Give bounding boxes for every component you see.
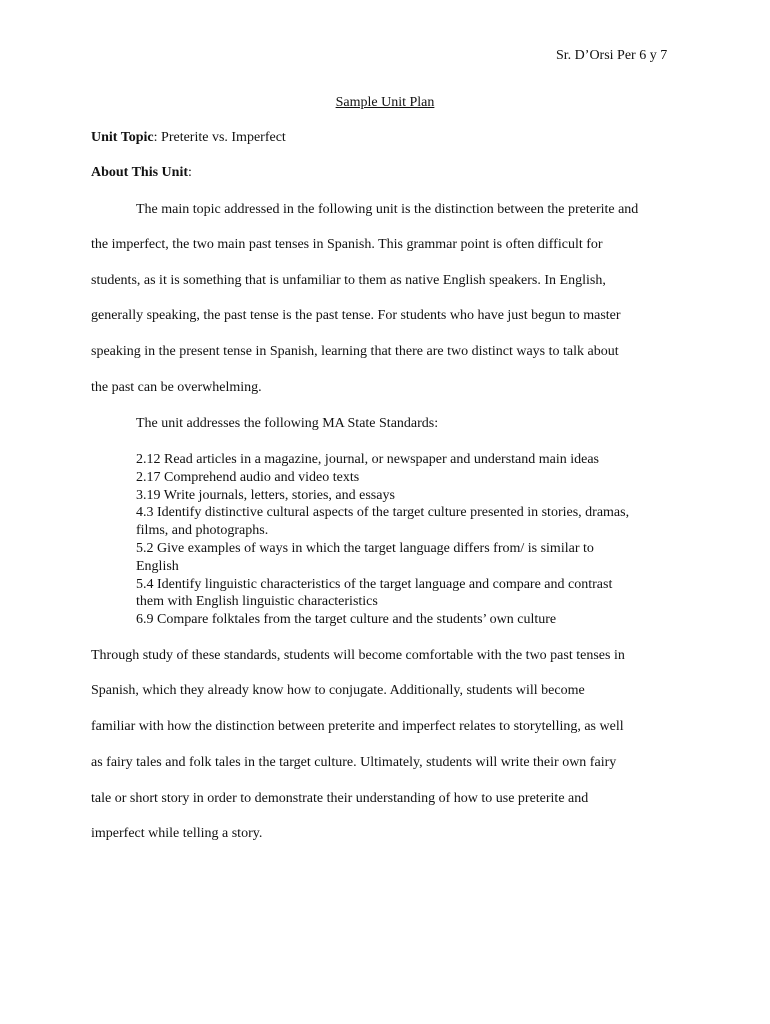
standard-item: 2.12 Read articles in a magazine, journal, or newspaper and understand main ideas: [136, 452, 600, 467]
standard-item: 5.4 Identify linguistic characteristics of the target language and compare and contrast: [136, 576, 613, 592]
paragraph1-line: speaking in the present tense in Spanish, learning that there are two distinct ways to talk about: [91, 344, 619, 359]
paragraph1-line: the imperfect, the two main past tenses in Spanish. This grammar point is often difficult for: [91, 237, 603, 252]
paragraph1-line: students, as it is something that is unfamiliar to them as native English speakers. In English,: [91, 273, 606, 288]
unit-topic-label: Unit Topic: [91, 130, 154, 145]
unit-topic-value: : Preterite vs. Imperfect: [153, 130, 286, 145]
paragraph2-line: Spanish, which they already know how to conjugate. Additionally, students will become: [91, 683, 585, 698]
paragraph1-line: The main topic addressed in the following unit is the distinction between the preterite and: [136, 202, 639, 217]
paragraph2-line: imperfect while telling a story.: [91, 826, 263, 841]
paragraph2-line: familiar with how the distinction between preterite and imperfect relates to storytelling, as well: [91, 719, 624, 734]
paragraph1-line: the past can be overwhelming.: [91, 380, 262, 395]
standard-item: 2.17 Comprehend audio and video texts: [136, 469, 360, 485]
standard-item: 5.2 Give examples of ways in which the target language differs from/ is similar to: [136, 540, 594, 556]
standard-item: 6.9 Compare folktales from the target culture and the students’ own culture: [136, 612, 557, 628]
standard-item: 3.19 Write journals, letters, stories, and essays: [136, 487, 395, 503]
unit-topic-line: [91, 129, 286, 147]
standard-item: films, and photographs.: [136, 523, 269, 539]
about-unit-label: About This Unit: [91, 165, 189, 180]
header-author-line: Sr. D’Orsi Per 6 y 7: [556, 48, 668, 63]
document-title: [0, 94, 770, 112]
standard-item: 4.3 Identify distinctive cultural aspects of the target culture presented in stories, dramas,: [136, 505, 630, 521]
standards-intro: The unit addresses the following MA State Standards:: [136, 416, 439, 431]
about-unit-line: [91, 164, 192, 182]
document-title-text: Sample Unit Plan: [335, 95, 435, 110]
paragraph2-line: tale or short story in order to demonstrate their understanding of how to use preterite and: [91, 791, 589, 806]
paragraph2-line: as fairy tales and folk tales in the target culture. Ultimately, students will write their own fairy: [91, 755, 617, 770]
about-unit-colon: :: [188, 165, 192, 180]
standard-item: them with English linguistic characteristics: [136, 594, 378, 610]
standard-item: English: [136, 558, 179, 574]
standards-list: [136, 451, 629, 629]
paragraph1-line: generally speaking, the past tense is the past tense. For students who have just begun to master: [91, 308, 621, 323]
paragraph2-line: Through study of these standards, students will become comfortable with the two past tenses in: [91, 648, 625, 663]
